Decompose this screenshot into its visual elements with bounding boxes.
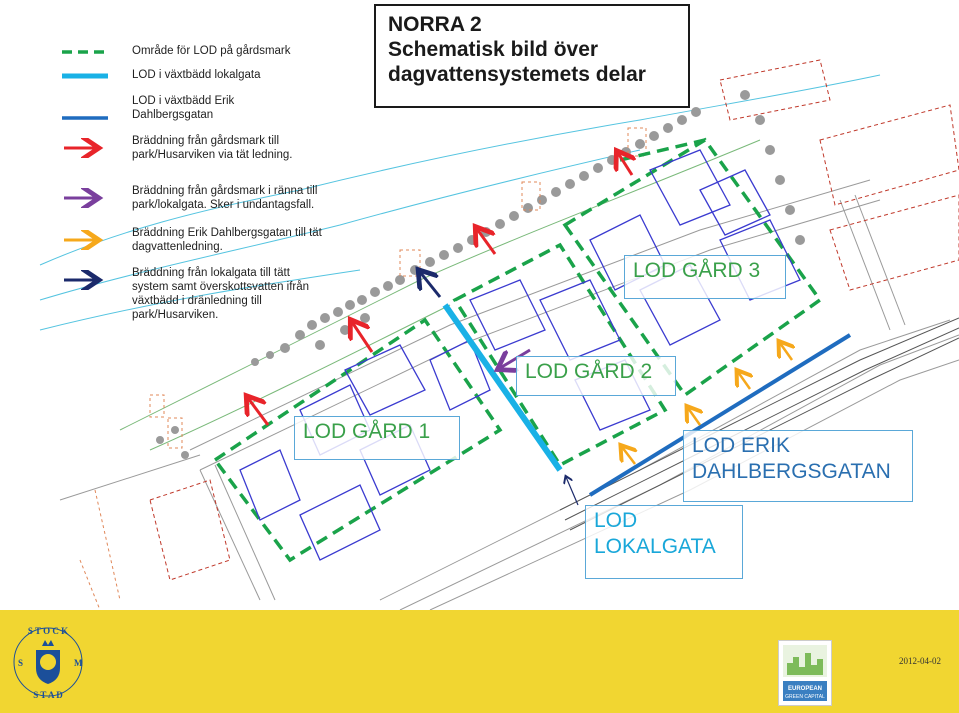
label-erik-line-2: DAHLBERGSGATAN xyxy=(692,460,891,483)
title-line-1: NORRA 2 xyxy=(388,13,482,36)
label-lod-gard-1-text: LOD GÅRD 1 xyxy=(303,420,431,443)
legend-text: LOD i växtbädd Erik Dahlbergsgatan xyxy=(132,95,235,121)
svg-text:M: M xyxy=(74,658,83,668)
purple-arrow-icon xyxy=(60,188,110,208)
green-dashed-line-icon xyxy=(60,42,110,62)
footer-bar xyxy=(0,610,959,713)
label-lod-gard-1 xyxy=(294,416,460,460)
title-line-2: Schematisk bild över xyxy=(388,38,599,61)
legend-text: Område för LOD på gårdsmark xyxy=(132,45,291,57)
legend-text: Bräddning från gårdsmark till park/Husarviken via tät ledning. xyxy=(132,135,293,161)
legend-text: Bräddning från gårdsmark i ränna till park/lokalgata. Sker i undantagsfall. xyxy=(132,185,318,211)
navy-arrow-icon xyxy=(60,270,110,290)
label-lod-erik-dahlbergsgatan xyxy=(683,430,913,502)
label-lod-lokalgata xyxy=(585,505,743,579)
footer-date: 2012-04-02 xyxy=(899,656,941,666)
label-lokal-line-1: LOD xyxy=(594,509,638,532)
svg-text:S T O C K: S T O C K xyxy=(27,626,69,636)
label-lod-gard-3 xyxy=(624,255,786,299)
title-box xyxy=(374,4,690,108)
legend-text: LOD i växtbädd lokalgata xyxy=(132,69,261,81)
stockholms-stad-logo xyxy=(10,622,86,702)
title-line-3: dagvattensystemets delar xyxy=(388,63,646,86)
label-lod-gard-3-text: LOD GÅRD 3 xyxy=(633,259,761,282)
svg-text:S: S xyxy=(18,658,24,668)
label-erik-line-1: LOD ERIK xyxy=(692,434,791,457)
svg-text:S T A D: S T A D xyxy=(33,690,63,700)
green-capital-icon xyxy=(779,641,831,705)
orange-arrow-icon xyxy=(60,230,110,250)
stockholm-crest-icon xyxy=(10,622,86,702)
legend-text: Bräddning Erik Dahlbergsgatan till tät dagvattenledning. xyxy=(132,227,322,253)
svg-text:GREEN CAPITAL: GREEN CAPITAL xyxy=(785,694,825,700)
dark-blue-line-icon xyxy=(60,108,110,128)
legend-text: Bräddning från lokalgata till tätt system samt överskottsvatten ifrån växtbädd i dränledning till park/Husarviken. xyxy=(132,267,310,321)
label-lod-gard-2-text: LOD GÅRD 2 xyxy=(525,360,653,383)
navy-thin-arrow xyxy=(566,477,578,505)
label-lokal-line-2: LOKALGATA xyxy=(594,535,716,558)
european-green-capital-logo xyxy=(778,640,832,706)
label-lod-gard-2 xyxy=(516,356,676,396)
svg-text:EUROPEAN: EUROPEAN xyxy=(787,686,823,692)
light-blue-line-icon xyxy=(60,66,110,86)
red-arrow-icon xyxy=(60,138,110,158)
